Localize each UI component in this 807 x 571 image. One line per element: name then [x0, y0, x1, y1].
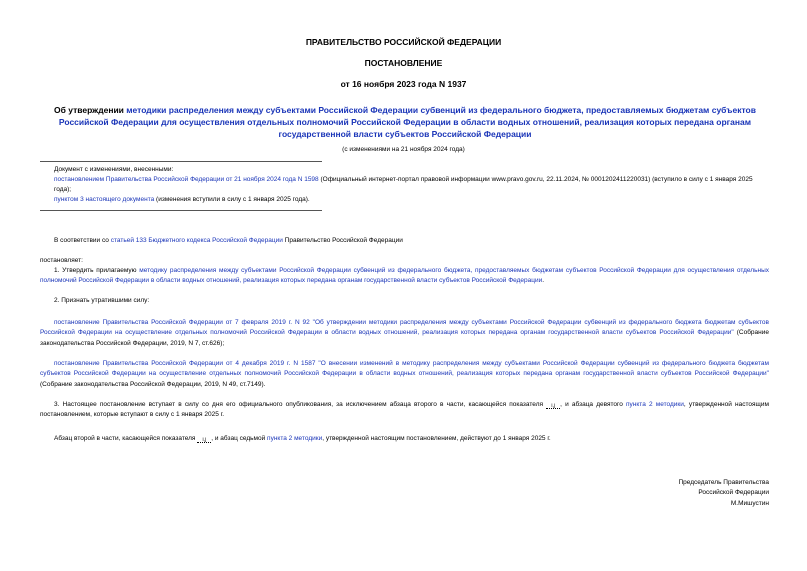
signature-name: М.Мишустин [730, 499, 769, 507]
preamble-text: В соответствии со [54, 237, 111, 244]
point-3-details: (изменения вступили в силу с 1 января 2025 года). [154, 196, 310, 203]
changes-note-item-1 [54, 175, 770, 195]
preamble-text-end: Правительство Российской Федерации [282, 237, 403, 244]
edition-note: (с изменениями на 21 ноября 2024 года) [342, 146, 465, 153]
paragraph-1 [40, 266, 769, 287]
signature-block [678, 478, 769, 509]
changes-note-title: Документ с изменениями, внесенными: [54, 166, 174, 173]
paragraph-3-text: 3. Настоящее постановление вступает в силу со дня его официального опубликования, за исключением абзаца второго в части, касающейся показателя [54, 401, 547, 408]
decree-92-link[interactable]: постановление Правительства Российской Федерации от 7 февраля 2019 г. N 92 "Об утверждении методики распределения между субъектами Российской Федерации субвенций из федерального бюджета бюджетам субъектов Российской Федерации на осуществление отдельных полномочий Российской Федерации в области водных отношений, реализация которых передана органам государственной власти субъектов Российской Федерации" [40, 319, 769, 337]
paragraph-2b [40, 359, 769, 390]
note-bottom-divider [40, 210, 322, 211]
paragraph-2a [40, 318, 769, 349]
point-3-link[interactable]: пунктом 3 настоящего документа [54, 196, 155, 203]
paragraph-3-text-3: , утвержденной настоящим постановлением, которые вступают в силу с 1 января 2025 г. [40, 401, 769, 419]
methodology-link[interactable]: методику распределения между субъектами Российской Федерации субвенций из федерального бюджета, предоставляемых бюджетам субъектов Российской Федерации для осуществления отдельных полномочий Российской Федерации в области водных отношений, реализация которых передана органам государственной власти субъектов Российской Федерации [40, 267, 769, 285]
decree-92-source: (Собрание законодательства Российской Федерации, 2019, N 7, ст.626); [40, 329, 769, 347]
decree-1587-link[interactable]: постановление Правительства Российской Федерации от 4 декабря 2019 г. N 1587 "О внесении изменений в методику распределения между субъектами Российской Федерации субвенций из федерального бюджета бюджетам субъектов Российской Федерации на осуществление отдельных полномочий Российской Федерации в области водных отношений, реализация которых передана органам государственной власти субъектов Российской Федерации" [40, 360, 769, 378]
methodology-point-2-link-2[interactable]: пункта 2 методики [267, 435, 323, 442]
paragraph-3-text-2: , и абзаца девятого [560, 401, 627, 408]
document-date-number: от 16 ноября 2023 года N 1937 [340, 79, 467, 89]
decree-1598-details: (Официальный интернет-портал правовой информации www.pravo.gov.ru, 22.11.2024, № 0001202411220031) (вступило в силу с 1 января 2025 года); [54, 176, 753, 193]
document-subject [50, 104, 760, 140]
changes-note-item-2 [54, 195, 770, 205]
paragraph-4-text-2: , и абзац седьмой [211, 435, 268, 442]
subject-methodology-link[interactable]: методики распределения между субъектами Российской Федерации субвенций из федерального бюджета, предоставляемых бюджетам субъектов Российской Федерации для осуществления отдельных полномочий Российской Федерации в области водных отношений, реализация которых передана органам государственной власти субъектов Российской Федерации [58, 105, 756, 139]
preamble [40, 236, 769, 246]
signature-country: Российской Федерации [698, 489, 769, 497]
paragraph-2 [40, 296, 769, 306]
paragraph-4-text: Абзац второй в части, касающейся показателя [54, 435, 198, 442]
government-name: ПРАВИТЕЛЬСТВО РОССИЙСКОЙ ФЕДЕРАЦИИ [305, 37, 502, 47]
subject-prefix: Об утверждении [54, 105, 127, 115]
paragraph-2-text: 2. Признать утратившими силу: [54, 297, 150, 304]
paragraph-1-text: 1. Утвердить прилагаемую [54, 267, 140, 274]
indicator-formula-image: i,j [197, 435, 211, 443]
signature-position: Председатель Правительства [678, 479, 769, 486]
document-type: ПОСТАНОВЛЕНИЕ [364, 58, 443, 68]
decree-1598-link[interactable]: постановлением Правительства Российской Федерации от 21 ноября 2024 года N 1598 [54, 176, 319, 183]
paragraph-4 [40, 434, 769, 444]
indicator-formula-image: i,j [546, 401, 560, 409]
paragraph-4-text-3: , утвержденной настоящим постановлением, действуют до 1 января 2025 г. [322, 435, 551, 442]
methodology-point-2-link[interactable]: пункта 2 методики [626, 401, 684, 408]
budget-code-article-link[interactable]: статьей 133 Бюджетного кодекса Российской Федерации [110, 237, 283, 244]
decree-1587-source: (Собрание законодательства Российской Федерации, 2019, N 49, ст.7149). [40, 380, 266, 388]
note-top-divider [40, 161, 322, 162]
changes-note [54, 165, 770, 205]
paragraph-3 [40, 400, 769, 421]
paragraph-1-end: . [542, 277, 545, 285]
decrees-word: постановляет: [40, 257, 83, 264]
